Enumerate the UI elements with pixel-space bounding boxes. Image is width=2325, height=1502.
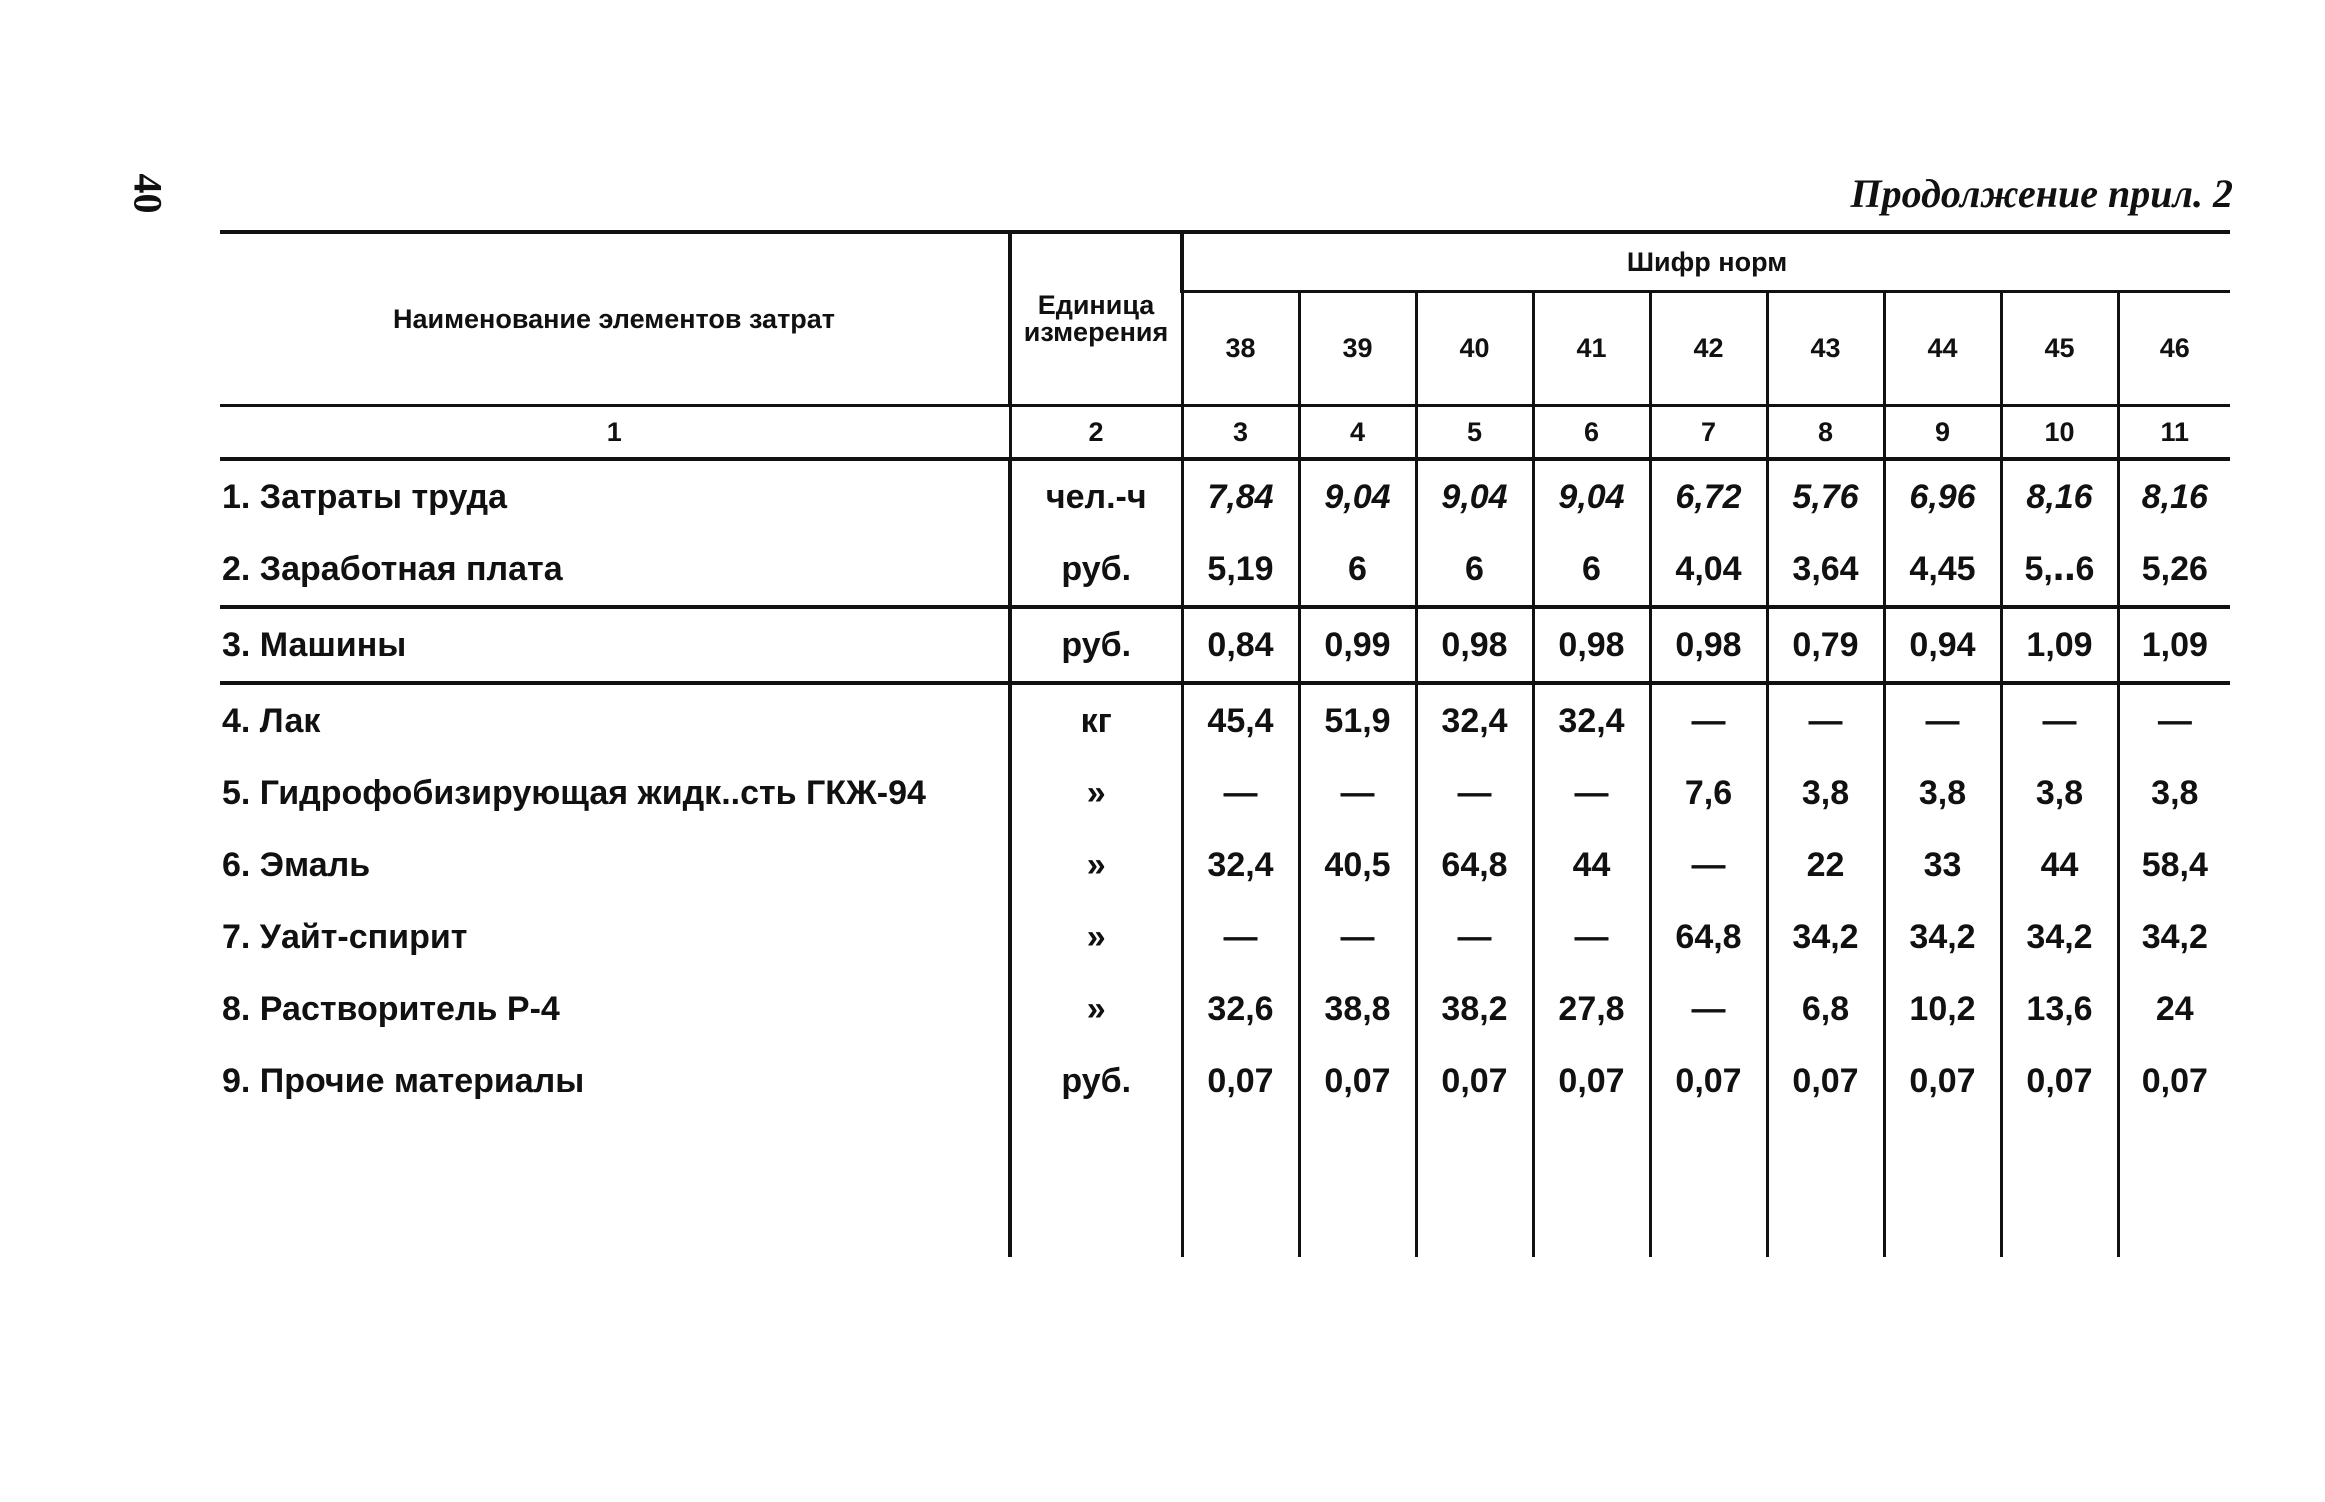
row-value: —: [1416, 757, 1533, 829]
table-filler-row: [220, 1117, 2230, 1257]
row-value: 9,04: [1416, 459, 1533, 533]
row-value: 44: [2001, 829, 2118, 901]
row-value: 1,09: [2118, 607, 2230, 683]
row-value: 0,07: [1650, 1045, 1767, 1117]
header-code-40: 40: [1416, 292, 1533, 406]
row-unit: руб.: [1010, 607, 1182, 683]
column-number: 11: [2118, 406, 2230, 460]
row-value: 32,6: [1182, 973, 1299, 1045]
row-unit: »: [1010, 973, 1182, 1045]
column-number: 7: [1650, 406, 1767, 460]
norms-table: [220, 230, 2230, 1257]
row-value: 6,8: [1767, 973, 1884, 1045]
row-unit: »: [1010, 901, 1182, 973]
column-number: 4: [1299, 406, 1416, 460]
header-code-38: 38: [1182, 292, 1299, 406]
column-number: 1: [220, 406, 1010, 460]
row-value: 0,07: [1299, 1045, 1416, 1117]
row-value: 32,4: [1533, 683, 1650, 757]
header-code-43: 43: [1767, 292, 1884, 406]
row-unit: кг: [1010, 683, 1182, 757]
row-value: 4,04: [1650, 533, 1767, 607]
filler-cell: [1299, 1117, 1416, 1257]
row-value: 3,8: [2001, 757, 2118, 829]
row-value: 1,09: [2001, 607, 2118, 683]
row-value: 7,6: [1650, 757, 1767, 829]
column-number: 2: [1010, 406, 1182, 460]
header-code-42: 42: [1650, 292, 1767, 406]
page-number: 40: [125, 173, 171, 214]
table-row: [220, 901, 2230, 973]
row-value: 34,2: [2001, 901, 2118, 973]
row-value: 45,4: [1182, 683, 1299, 757]
row-value: 5,26: [2118, 533, 2230, 607]
row-value: 0,07: [1767, 1045, 1884, 1117]
row-value: 58,4: [2118, 829, 2230, 901]
row-name: 6. Эмаль: [222, 845, 371, 884]
row-value: 6: [1299, 533, 1416, 607]
row-name: 7. Уайт-спирит: [222, 917, 468, 956]
row-value: 7,84: [1182, 459, 1299, 533]
row-value: 3,64: [1767, 533, 1884, 607]
filler-cell: [1767, 1117, 1884, 1257]
row-value: —: [1884, 683, 2001, 757]
row-name: 9. Прочие материалы: [222, 1061, 585, 1100]
row-value: —: [1650, 973, 1767, 1045]
row-value: —: [1533, 757, 1650, 829]
row-value: 51,9: [1299, 683, 1416, 757]
row-value: 27,8: [1533, 973, 1650, 1045]
table-row: [220, 829, 2230, 901]
header-code-45: 45: [2001, 292, 2118, 406]
row-value: 24: [2118, 973, 2230, 1045]
row-value: 0,84: [1182, 607, 1299, 683]
row-value: 32,4: [1416, 683, 1533, 757]
row-value: —: [1416, 901, 1533, 973]
row-value: 3,8: [1767, 757, 1884, 829]
row-value: 0,79: [1767, 607, 1884, 683]
row-value: 8,16: [2118, 459, 2230, 533]
row-value: 40,5: [1299, 829, 1416, 901]
row-value: —: [1650, 829, 1767, 901]
table-row: [220, 533, 2230, 607]
table-row: [220, 973, 2230, 1045]
row-value: 64,8: [1650, 901, 1767, 973]
row-value: 13,6: [2001, 973, 2118, 1045]
filler-cell: [1416, 1117, 1533, 1257]
row-unit: руб.: [1010, 533, 1182, 607]
row-value: 8,16: [2001, 459, 2118, 533]
row-value: 3,8: [1884, 757, 2001, 829]
row-value: 0,07: [1533, 1045, 1650, 1117]
row-value: —: [1533, 901, 1650, 973]
row-value: 6: [1533, 533, 1650, 607]
filler-cell: [2118, 1117, 2230, 1257]
header-code-44: 44: [1884, 292, 2001, 406]
row-value: —: [1182, 901, 1299, 973]
row-name: 3. Машины: [220, 607, 1010, 683]
filler-cell: [1884, 1117, 2001, 1257]
row-value: 0,07: [1884, 1045, 2001, 1117]
row-value: 6,72: [1650, 459, 1767, 533]
header-cipher: Шифр норм: [1182, 232, 2230, 292]
row-value: 33: [1884, 829, 2001, 901]
table-row: [220, 683, 2230, 757]
row-value: 0,07: [2118, 1045, 2230, 1117]
row-value: 34,2: [1767, 901, 1884, 973]
row-value: 38,8: [1299, 973, 1416, 1045]
row-value: 5,‥6: [2001, 533, 2118, 607]
row-value: 0,07: [2001, 1045, 2118, 1117]
filler-cell: [220, 1117, 1010, 1257]
header-code-39: 39: [1299, 292, 1416, 406]
row-value: 0,07: [1182, 1045, 1299, 1117]
table-row: [220, 757, 2230, 829]
row-value: 22: [1767, 829, 1884, 901]
table-row: [220, 1045, 2230, 1117]
column-number: 10: [2001, 406, 2118, 460]
row-value: 34,2: [2118, 901, 2230, 973]
row-value: 4,45: [1884, 533, 2001, 607]
row-value: 3,8: [2118, 757, 2230, 829]
row-value: —: [2001, 683, 2118, 757]
row-value: 10,2: [1884, 973, 2001, 1045]
column-number: 5: [1416, 406, 1533, 460]
row-value: 0,99: [1299, 607, 1416, 683]
header-unit-column: Единица измерения: [1010, 232, 1182, 406]
filler-cell: [1650, 1117, 1767, 1257]
row-unit: »: [1010, 829, 1182, 901]
header-name-column: Наименование элементов затрат: [220, 232, 1010, 406]
filler-cell: [1533, 1117, 1650, 1257]
row-value: —: [2118, 683, 2230, 757]
column-number: 8: [1767, 406, 1884, 460]
row-value: 6: [1416, 533, 1533, 607]
row-value: 38,2: [1416, 973, 1533, 1045]
row-value: —: [1299, 757, 1416, 829]
row-value: 0,07: [1416, 1045, 1533, 1117]
column-number: 6: [1533, 406, 1650, 460]
row-unit: »: [1010, 757, 1182, 829]
row-value: 6,96: [1884, 459, 2001, 533]
row-value: —: [1299, 901, 1416, 973]
header-code-46: 46: [2118, 292, 2230, 406]
row-value: 44: [1533, 829, 1650, 901]
filler-cell: [1010, 1117, 1182, 1257]
row-unit: руб.: [1010, 1045, 1182, 1117]
row-value: 0,94: [1884, 607, 2001, 683]
row-value: 64,8: [1416, 829, 1533, 901]
column-number: 9: [1884, 406, 2001, 460]
row-value: 5,76: [1767, 459, 1884, 533]
row-value: 9,04: [1533, 459, 1650, 533]
header-code-41: 41: [1533, 292, 1650, 406]
row-name: 8. Растворитель Р-4: [222, 989, 560, 1028]
table-row: [220, 607, 2230, 683]
filler-cell: [2001, 1117, 2118, 1257]
row-value: 0,98: [1416, 607, 1533, 683]
row-value: 34,2: [1884, 901, 2001, 973]
row-value: 32,4: [1182, 829, 1299, 901]
row-value: 0,98: [1650, 607, 1767, 683]
row-name: 4. Лак: [222, 701, 321, 740]
row-value: —: [1767, 683, 1884, 757]
row-name: 1. Затраты труда: [222, 477, 507, 516]
row-value: —: [1650, 683, 1767, 757]
continuation-caption: Продолжение прил. 2: [1850, 171, 2233, 216]
row-value: —: [1182, 757, 1299, 829]
row-name: 2. Заработная плата: [220, 533, 1010, 607]
row-value: 5,19: [1182, 533, 1299, 607]
row-unit: чел.-ч: [1010, 459, 1182, 533]
column-number: 3: [1182, 406, 1299, 460]
table-row: [220, 459, 2230, 533]
row-value: 9,04: [1299, 459, 1416, 533]
row-name: 5. Гидрофобизирующая жидк..сть ГКЖ-94: [222, 773, 926, 812]
filler-cell: [1182, 1117, 1299, 1257]
row-value: 0,98: [1533, 607, 1650, 683]
